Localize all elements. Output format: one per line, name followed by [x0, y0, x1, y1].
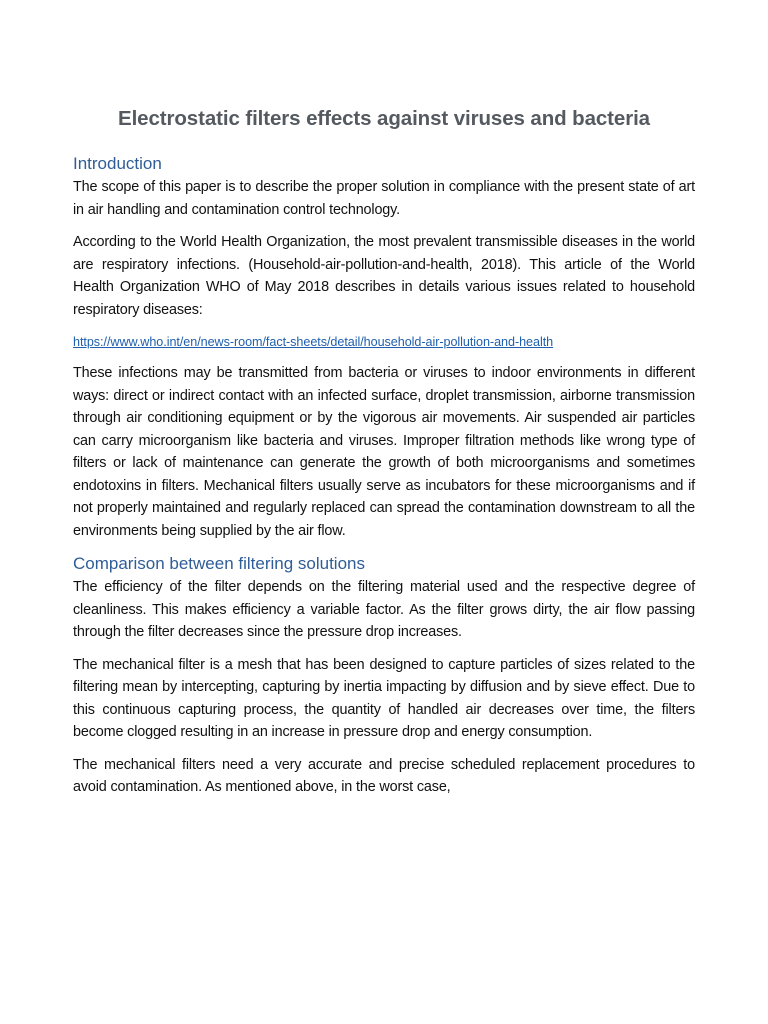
- section-comparison: [73, 552, 695, 799]
- section-heading: Introduction: [73, 154, 162, 173]
- document-page: [73, 104, 695, 809]
- document-title: Electrostatic filters effects against viruses and bacteria: [118, 107, 650, 130]
- paragraph: The scope of this paper is to describe the proper solution in compliance with the present state of art in air handling and contamination control technology.: [73, 179, 695, 218]
- who-fact-sheet-link[interactable]: https://www.who.int/en/news-room/fact-sheets/detail/household-air-pollution-and-health: [73, 335, 554, 349]
- paragraph: These infections may be transmitted from bacteria or viruses to indoor environments in different ways: direct or indirect contact with an infected surface, droplet transmission, airborne transmission through air conditioning equipment or by the vigorous air movements. Air suspended air particles can carry microorganism like bacteria and viruses. Improper filtration methods like wrong type of filters or lack of maintenance can generate the growth of both microorganisms and sometimes endotoxins in filters. Mechanical filters usually serve as incubators for these microorganisms and if not properly maintained and regularly replaced can spread the contamination downstream to all the environments being supplied by the air flow.: [73, 365, 695, 539]
- section-introduction: [73, 152, 695, 542]
- paragraph: According to the World Health Organization, the most prevalent transmissible diseases in the world are respiratory infections. (Household-air-pollution-and-health, 2018). This article of the World Health Organization WHO of May 2018 describes in details various issues related to household respiratory diseases:: [73, 234, 695, 318]
- paragraph: The mechanical filters need a very accurate and precise scheduled replacement procedures to avoid contamination. As mentioned above, in the worst case,: [73, 756, 695, 795]
- paragraph: The efficiency of the filter depends on the filtering material used and the respective degree of cleanliness. This makes efficiency a variable factor. As the filter grows dirty, the air flow passing through the filter decreases since the pressure drop increases.: [73, 579, 695, 640]
- reference-link-line: [73, 331, 695, 353]
- section-heading: Comparison between filtering solutions: [73, 554, 365, 573]
- paragraph: The mechanical filter is a mesh that has been designed to capture particles of sizes related to the filtering mean by intercepting, capturing by inertia impacting by diffusion and by sieve effect. Due to this continuous capturing process, the quantity of handled air decreases over time, the filters become clogged resulting in an increase in pressure drop and energy consumption.: [73, 656, 695, 740]
